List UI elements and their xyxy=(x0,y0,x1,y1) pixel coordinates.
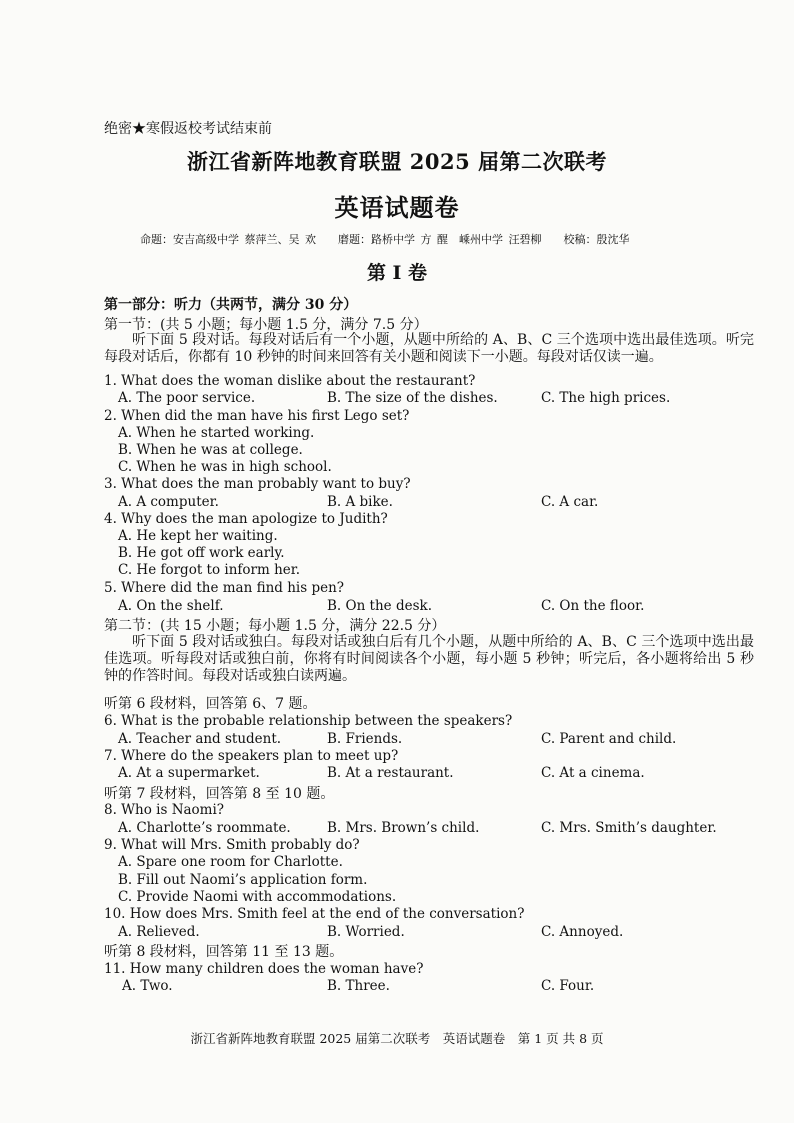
question-stem: 8. Who is Naomi? xyxy=(104,802,225,818)
section1-heading: 第一节：(共 5 小题；每小题 1.5 分，满分 7.5 分） xyxy=(104,317,428,333)
section2-instruction: 听下面 5 段对话或独白。每段对话或独白后有几个小题，从题中所给的 A、B、C 三个选项中选出最佳选项。听每段对话或独白前，你将有时间阅读各个小题，每小题 5 秒钟；听完后，各小题将给出 5 秒钟的作答时间。每段对话或独白读两遍。 xyxy=(104,634,754,685)
option-c: C. At a cinema. xyxy=(541,765,645,781)
question-stem: 10. How does Mrs. Smith feel at the end of the conversation? xyxy=(104,906,525,922)
question-stem: 9. What will Mrs. Smith probably do? xyxy=(104,837,360,853)
option-a: A. When he started working. xyxy=(118,425,315,441)
option-c: C. The high prices. xyxy=(541,390,671,406)
part1-heading: 第一部分：听力（共两节，满分 30 分） xyxy=(104,297,358,313)
material-8-heading: 听第 8 段材料，回答第 11 至 13 题。 xyxy=(104,944,344,960)
volume-heading: 第 I 卷 xyxy=(366,262,428,284)
section2-heading: 第二节：(共 15 小题；每小题 1.5 分，满分 22.5 分） xyxy=(104,618,446,634)
option-c: C. Four. xyxy=(541,978,595,994)
question-stem: 7. Where do the speakers plan to meet up? xyxy=(104,748,399,764)
option-b: B. Friends. xyxy=(327,731,403,747)
option-a: A. Spare one room for Charlotte. xyxy=(118,854,343,870)
question-stem: 6. What is the probable relationship between the speakers? xyxy=(104,713,513,729)
option-a: A. Charlotte’s roommate. xyxy=(118,820,291,836)
option-a: A. He kept her waiting. xyxy=(118,528,278,544)
author-credits: 命题：安吉高级中学 蔡萍兰、吴 欢 磨题：路桥中学 方 醒 嵊州中学 汪碧柳 校稿：殷沈华 xyxy=(140,233,630,246)
question-stem: 11. How many children does the woman have? xyxy=(104,961,424,977)
option-b: B. On the desk. xyxy=(327,598,432,614)
question-stem: 4. Why does the man apologize to Judith? xyxy=(104,511,388,527)
option-c: C. Annoyed. xyxy=(541,924,624,940)
option-b: B. At a restaurant. xyxy=(327,765,454,781)
option-c: C. A car. xyxy=(541,494,599,510)
exam-subtitle: 英语试题卷 xyxy=(334,193,460,222)
page-footer: 浙江省新阵地教育联盟 2025 届第二次联考 英语试题卷 第 1 页 共 8 页 xyxy=(190,1031,604,1046)
option-a: A. A computer. xyxy=(118,494,219,510)
option-a: A. The poor service. xyxy=(118,390,256,406)
option-a: A. Teacher and student. xyxy=(118,731,282,747)
option-c: C. On the floor. xyxy=(541,598,645,614)
option-b: B. The size of the dishes. xyxy=(327,390,498,406)
material-7-heading: 听第 7 段材料，回答第 8 至 10 题。 xyxy=(104,786,335,802)
option-b: B. When he was at college. xyxy=(118,442,303,458)
option-b: B. Mrs. Brown’s child. xyxy=(327,820,480,836)
option-b: B. He got off work early. xyxy=(118,545,285,561)
option-c: C. He forgot to inform her. xyxy=(118,562,301,578)
option-b: B. Worried. xyxy=(327,924,405,940)
option-c: C. Provide Naomi with accommodations. xyxy=(118,889,397,905)
option-b: B. Fill out Naomi’s application form. xyxy=(118,872,368,888)
option-a: A. Relieved. xyxy=(118,924,200,940)
option-a: A. On the shelf. xyxy=(118,598,224,614)
option-c: C. Parent and child. xyxy=(541,731,677,747)
question-stem: 1. What does the woman dislike about the restaurant? xyxy=(104,373,476,389)
option-a: A. Two. xyxy=(122,978,173,994)
exam-title: 浙江省新阵地教育联盟 2025 届第二次联考 xyxy=(186,149,608,174)
confidential-label: 绝密★寒假返校考试结束前 xyxy=(104,121,272,137)
question-stem: 2. When did the man have his first Lego set? xyxy=(104,408,410,424)
question-stem: 5. Where did the man find his pen? xyxy=(104,580,345,596)
question-stem: 3. What does the man probably want to buy? xyxy=(104,476,411,492)
option-a: A. At a supermarket. xyxy=(118,765,260,781)
section1-instruction: 听下面 5 段对话。每段对话后有一个小题，从题中所给的 A、B、C 三个选项中选出最佳选项。听完每段对话后，你都有 10 秒钟的时间来回答有关小题和阅读下一小题。每段对话仅读一遍。 xyxy=(104,332,754,366)
option-c: C. When he was in high school. xyxy=(118,459,332,475)
material-6-heading: 听第 6 段材料，回答第 6、7 题。 xyxy=(104,696,317,712)
option-c: C. Mrs. Smith’s daughter. xyxy=(541,820,717,836)
option-b: B. A bike. xyxy=(327,494,393,510)
option-b: B. Three. xyxy=(327,978,390,994)
